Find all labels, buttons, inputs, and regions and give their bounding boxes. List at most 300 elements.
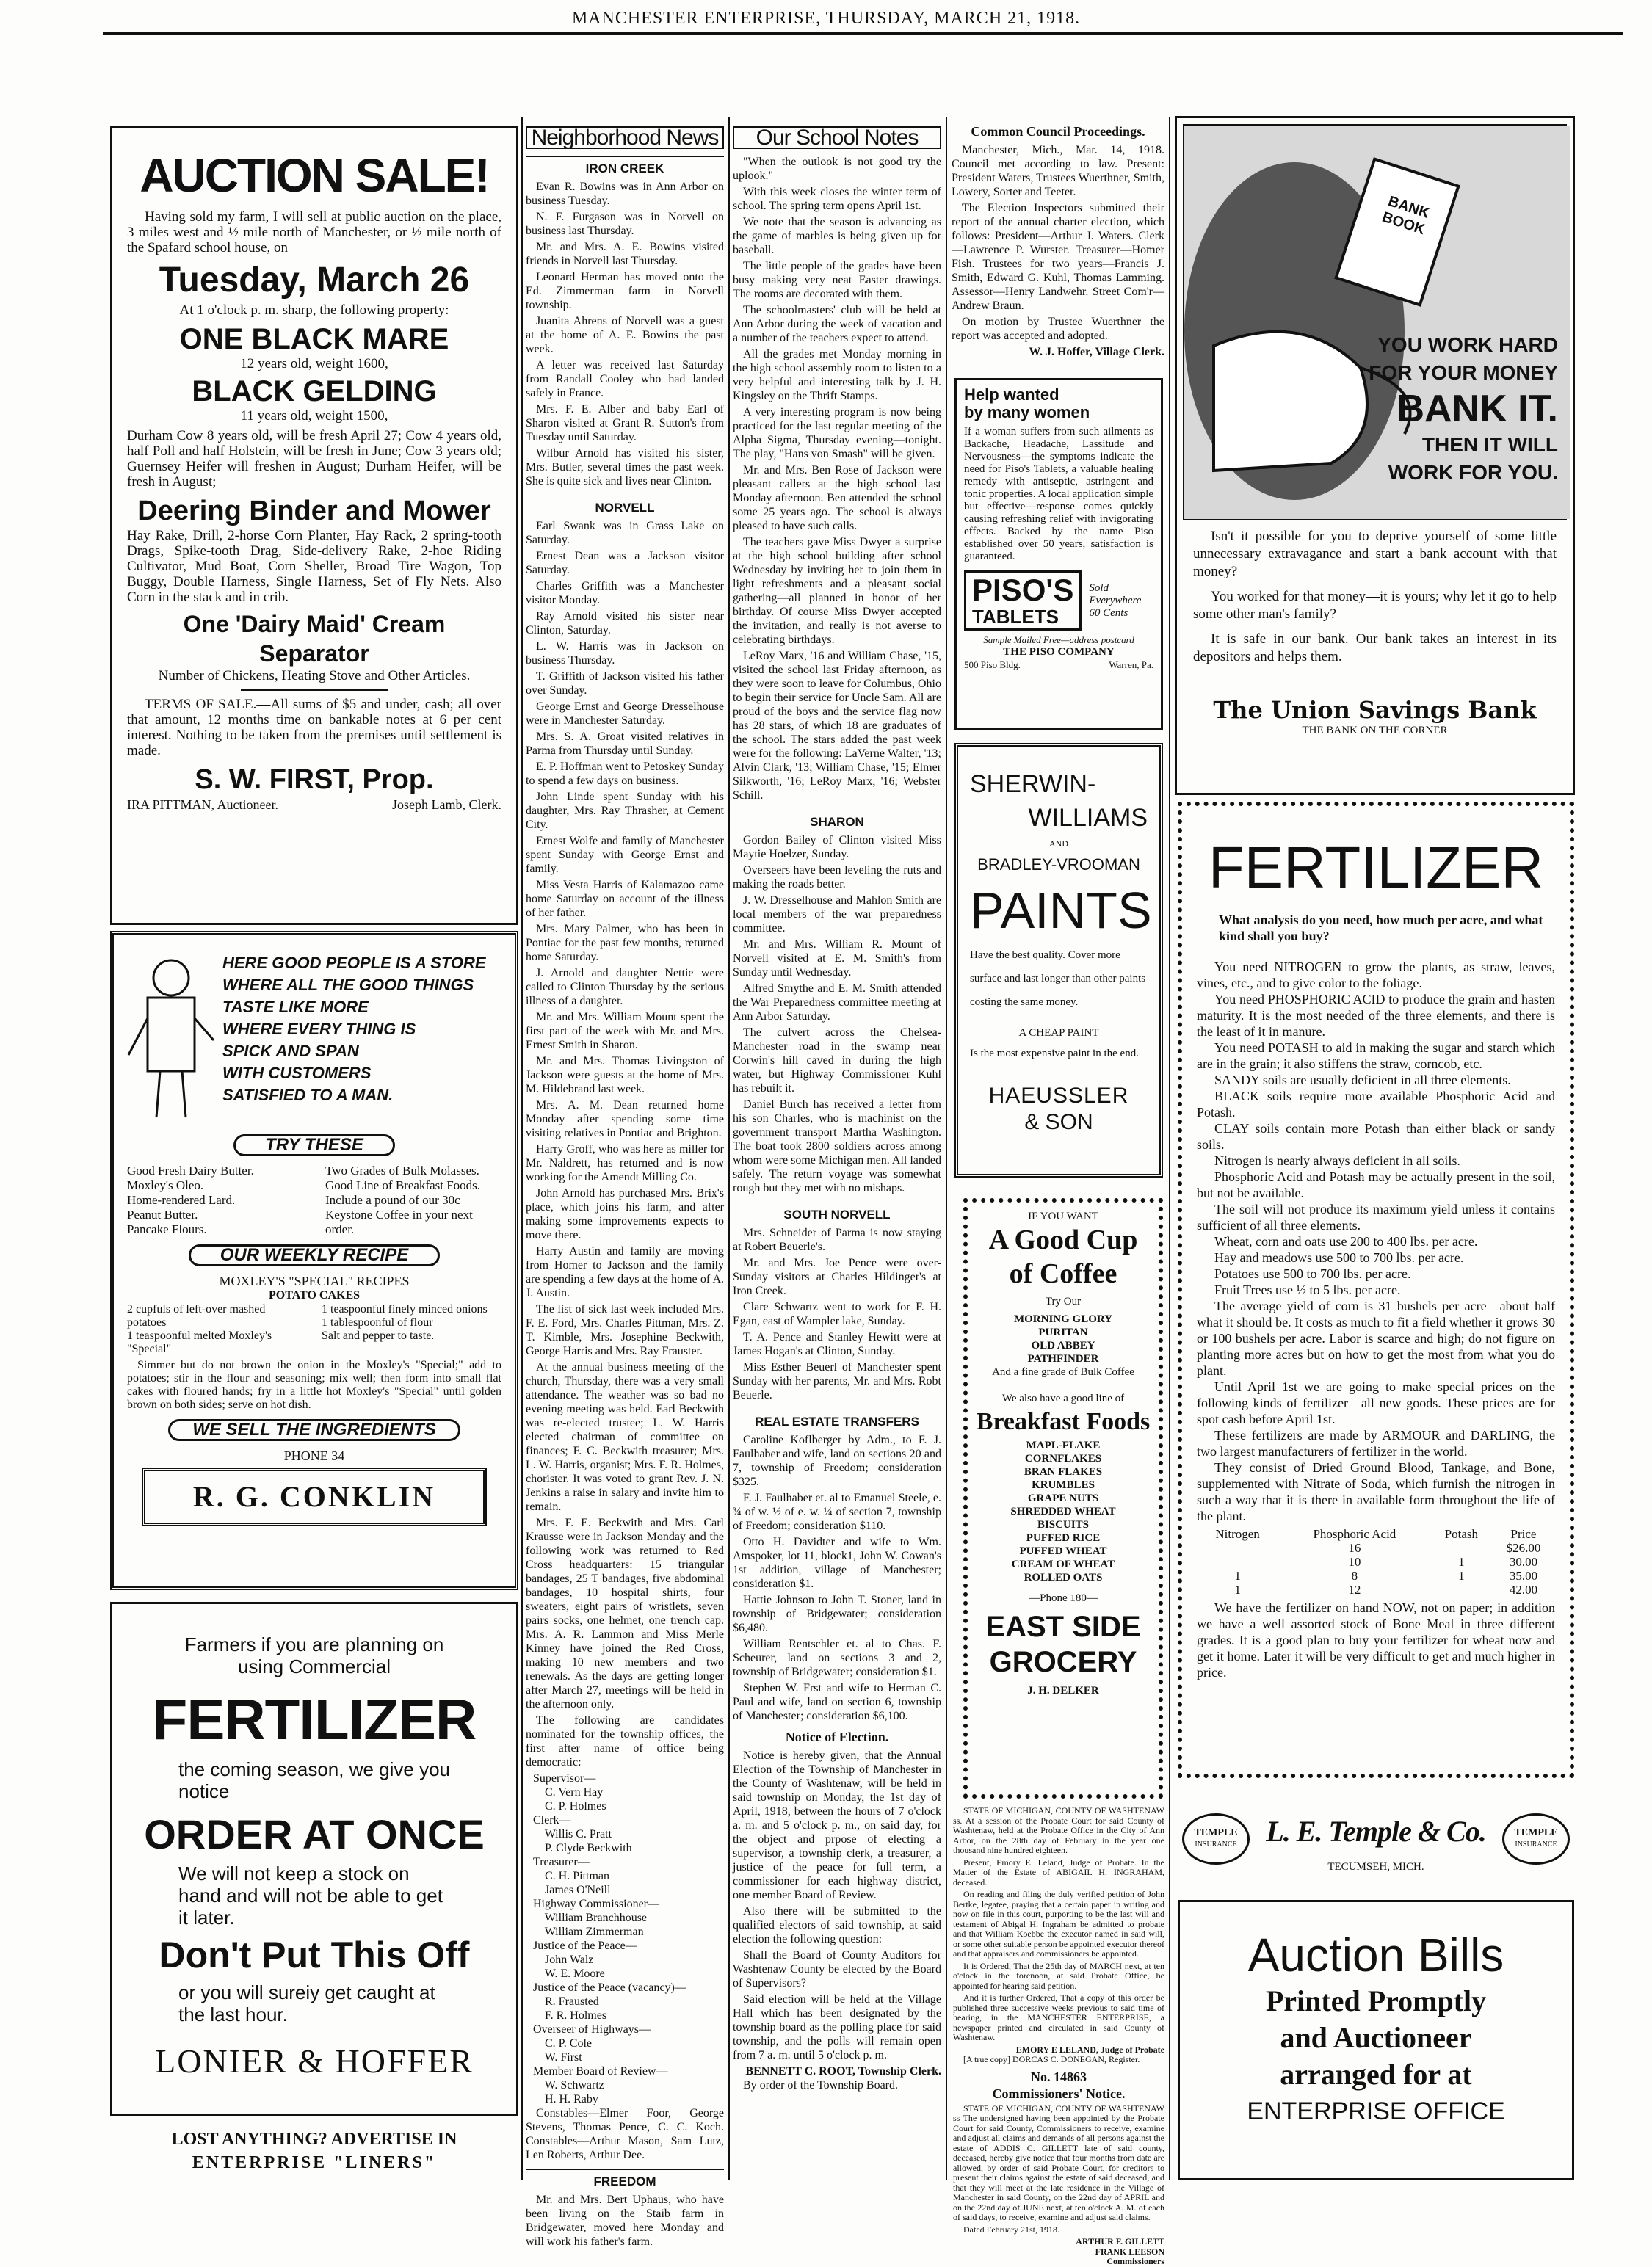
candidate-line: John Walz — [533, 1954, 594, 1966]
product-item: Two Grades of Bulk Molasses. — [325, 1164, 479, 1178]
fertilizer-paragraph: Nitrogen is nearly always deficient in all soils. — [1214, 1153, 1460, 1168]
news-item: The little people of the grades have been busy making very neat Easter drawings. The rooms are decorated with them. — [733, 260, 941, 300]
news-item: Mr. and Mrs. Bert Uphaus, who have been living on the Staib farm in Bridgewater, moved here Monday and will work his father's farm. — [526, 2194, 724, 2248]
table-cell: 16 — [1348, 1541, 1361, 1555]
verse-line: WITH CUSTOMERS — [222, 1064, 372, 1082]
breakfast-food: MAPL-FLAKE — [1026, 1440, 1101, 1451]
school-notes-heading: Our School Notes — [733, 126, 941, 149]
table-row — [1197, 1541, 1555, 1555]
auction-tools: Hay Rake, Drill, 2-horse Corn Planter, Hay Rack, 2 spring-tooth Drags, Spike-tooth Drag, Side-delivery Rake, 2-hoe Riding Cultivator, Mud Boat, Corn Sheller, Broad Tire Wagon, Top Buggy, Double Harness, Single Harness, Set of Fly Nets. Also Corn in the stack and in crib. — [127, 528, 501, 605]
ingredient: 1 teaspoonful melted Moxley's "Special" — [127, 1330, 272, 1355]
news-item: Mr. and Mrs. Joe Pence were over-Sunday visitors at Charles Hildinger's at Iron Creek. — [733, 1257, 941, 1297]
news-item: Mrs. S. A. Groat visited relatives in Parma from Thursday until Sunday. — [526, 730, 724, 757]
news-item: A very interesting program is now being practiced for the last regular meeting of the Alpha Sigma, Thursday evening—tonight. The play, "Hans von Smash" will be given. — [733, 406, 941, 460]
ingredient: 1 tablespoonful of flour — [322, 1316, 433, 1329]
candidate-line: F. R. Holmes — [533, 2009, 607, 2022]
ingredients-banner: WE SELL THE INGREDIENTS — [168, 1419, 460, 1441]
news-item: John Arnold has purchased Mrs. Brix's place, which joins his farm, and after making some improvements expects to move there. — [526, 1187, 724, 1241]
temple-city: TECUMSEH, MICH. — [1327, 1861, 1424, 1873]
news-item: Hattie Johnson to John T. Stoner, land in township of Bridgewater; consideration $6,480. — [733, 1594, 941, 1634]
temple-insurance-ad — [1178, 1791, 1574, 1894]
lonier-intro: Farmers if you are planning on using Commercial — [184, 1633, 444, 1677]
news-item: The list of sick last week included Mrs. F. E. Ford, Mrs. Charles Pittman, Mrs. Z. T. Kimble, Mrs. Josephine Beckwith, George Harris and Mrs. Ray Frauster. — [526, 1303, 724, 1357]
conklin-phone: PHONE 34 — [283, 1448, 345, 1463]
slogan-2: FOR YOUR MONEY — [1369, 361, 1558, 384]
coffee-if-you-want: IF YOU WANT — [1028, 1211, 1098, 1222]
recipe-subtitle: MOXLEY'S "SPECIAL" RECIPES — [219, 1274, 410, 1288]
piso-price: Sold Everywhere 60 Cents — [1089, 581, 1142, 619]
paint-dealer: HAEUSSLER — [988, 1084, 1129, 1108]
news-item: The culvert across the Chelsea-Manchester road in the swamp near Corwin's hill caved in during the high water, but Highway Commissioner Kuhl has rebuilt it. — [733, 1026, 941, 1095]
section-heading: NORVELL — [526, 496, 724, 515]
table-cell: $26.00 — [1506, 1541, 1541, 1555]
piso-city: Warren, Pa. — [1109, 659, 1153, 670]
table-cell: 8 — [1351, 1569, 1358, 1583]
slogan-4: THEN IT WILL — [1421, 433, 1558, 456]
table-cell: 1 — [1458, 1569, 1465, 1583]
news-item: Ray Arnold visited his sister near Clinton, Saturday. — [526, 610, 724, 636]
column-rule — [521, 117, 523, 2180]
news-item: And it is further Ordered, That a copy of this order be published three successive weeks previous to said time of hearing, in the MANCHESTER ENTERPRISE, a newspaper printed and circulated in said County of Washtenaw. — [953, 1992, 1164, 2042]
bills-line5: ENTERPRISE OFFICE — [1247, 2097, 1505, 2125]
news-item: Present, Emory E. Leland, Judge of Probate. In the Matter of the Estate of ABIGAIL H. INGRAHAM, deceased. — [953, 1857, 1164, 1887]
lost-line2: ENTERPRISE "LINERS" — [192, 2153, 437, 2172]
table-cell: 30.00 — [1509, 1555, 1538, 1569]
legal-notices — [953, 1805, 1164, 2266]
news-item: Shall the Board of County Auditors for Washtenaw County be elected by the Board of Supervisors? — [733, 1949, 941, 1989]
lost-line1: LOST ANYTHING? ADVERTISE IN — [171, 2130, 457, 2149]
news-item: Ernest Wolfe and family of Manchester spent Sunday with George Ernst and family. — [526, 835, 724, 875]
store-verse — [222, 945, 486, 1128]
news-item: LeRoy Marx, '16 and William Chase, '15, visited the school last Friday afternoon, as they were soon to leave for Columbus, Ohio to begin their service for Uncle Sam. All are proud of the boys and the service flag now has 28 stars, of which 18 are graduates of the school. The stars added the past week were for the following: LaVerne Walter, '13; Alvin Clark, '13; William Chase, '15; Elmer Silkworth, '16; LeRoy Marx, '16; Webster Schill. — [733, 650, 941, 802]
piso-headline: Help wanted — [964, 385, 1059, 404]
news-item: Constables—Elmer Foor, George Stevens, Thomas Pence, C. C. Koch. Constables—Arthur Mason, Sam Lutz, Len Roberts, Arthur Dee. — [526, 2107, 724, 2161]
coffee-brand: PURITAN — [1038, 1327, 1088, 1338]
news-item: At the annual business meeting of the church, Thursday, there was a very small attendance. The weather was so bad no evening meeting was held. Earl Beckwith was re-elected trustee; L. W. Harris elected chairman of committee on finances; F. C. Beckwith treasurer; Mrs. L. W. Harris, organist; Mrs. F. R. Holmes, chorister. It was voted to grant Rev. J. N. Jenkins a raise in salary and invite him to remain. — [526, 1361, 724, 1513]
signature: FRANK LEESON — [1095, 2246, 1164, 2257]
grocery-owner: J. H. DELKER — [1027, 1685, 1099, 1697]
piso-address: 500 Piso Bldg. — [964, 659, 1021, 670]
breakfast-food: ROLLED OATS — [1024, 1572, 1103, 1584]
news-item: Manchester, Mich., Mar. 14, 1918. Council met according to law. Present: President Waters, Trustees Wuerthner, Smith, Lowery, Sorter and Teeter. — [952, 144, 1164, 198]
breakfast-food: BISCUITS — [1037, 1519, 1090, 1531]
paint-cheap: A CHEAP PAINT — [1018, 1027, 1099, 1039]
lonier-dont-put-off: Don't Put This Off — [159, 1934, 470, 1976]
breakfast-food: BRAN FLAKES — [1024, 1466, 1103, 1478]
fertilizer-paragraph: The soil will not produce its maximum yield unless it contains sufficient of all three elements. — [1197, 1202, 1555, 1233]
news-item: E. P. Hoffman went to Petoskey Sunday to spend a few days on business. — [526, 761, 724, 787]
news-item: Mrs. F. E. Beckwith and Mrs. Carl Krausse were in Jackson Monday and the following work was returned to Red Cross headquarters: 15 triangular bandages, 25 T bandages, five abdominal bandages, 10 hospital shirts, four sweaters, eight pairs of wristlets, seven pairs socks, one helmet, one trench cap. Mrs. A. R. Lammon and Miss Merle Kinney have joined the Red Cross, making 10 new members and two renewals. As the days are getting longer after March 27, meetings will be held in the afternoon only. — [526, 1517, 724, 1711]
weekly-recipe-banner: OUR WEEKLY RECIPE — [189, 1244, 440, 1266]
breakfast-food: CREAM OF WHEAT — [1011, 1559, 1115, 1570]
table-header: Phosphoric Acid — [1313, 1527, 1396, 1541]
news-item: F. J. Faulhaber et. al to Emanuel Steele, e. ¾ of w. ½ of e. w. ¼ of section 7, township of Freedom; consideration $110. — [733, 1492, 941, 1532]
signature: ARTHUR F. GILLETT — [1076, 2236, 1164, 2246]
product-list-right — [325, 1164, 501, 1237]
bills-title: Auction Bills — [1247, 1929, 1504, 1981]
fertilizer-ad — [1178, 802, 1574, 1778]
table-cell: 42.00 — [1509, 1583, 1538, 1597]
temple-seal-left — [1182, 1813, 1250, 1865]
ingredient: Salt and pepper to taste. — [322, 1330, 435, 1342]
column-rule — [946, 117, 947, 2180]
candidate-line: Overseer of Highways— — [533, 2023, 651, 2036]
temple-name: L. E. Temple & Co. — [1266, 1815, 1486, 1848]
table-cell — [1197, 1541, 1278, 1555]
piso-subheadline: by many women — [964, 403, 1090, 421]
auction-proprietor: S. W. FIRST, Prop. — [195, 764, 434, 795]
fertilizer-paragraph: You need NITROGEN to grow the plants, as straw, leaves, vines, etc., and to give color to the foliage. — [1197, 960, 1555, 990]
piso-body: If a woman suffers from such ailments as Backache, Headache, Lassitude and Nervousness—the symptoms indicate the need for Piso's Tablets, a valuable healing remedy with antiseptic, astringent and tonic properties. A local application simple but effective—response comes quickly causing refreshing relief with invigorating effects. Backed by the name Piso established over 50 years, satisfaction is guaranteed. — [964, 426, 1153, 562]
grocery-name: EAST SIDE — [985, 1611, 1141, 1643]
fertilizer-paragraph: They consist of Dried Ground Blood, Tankage, and Bone, supplemented with Nitrate of Soda, which furnish the nitrogen in such a way that it is there in available form throughout the life of the plant. — [1197, 1460, 1555, 1523]
lonier-notice: the coming season, we give you notice — [178, 1758, 450, 1802]
news-item: Charles Griffith was a Manchester visitor Monday. — [526, 580, 724, 606]
news-item: Otto H. Davidter and wife to Wm. Amspoker, lot 11, block1, John W. Cowan's 1st addition, village of Manchester; consideration $1. — [733, 1536, 941, 1590]
breakfast-food: KRUMBLES — [1032, 1479, 1095, 1491]
school-notes-column — [733, 126, 941, 2182]
bank-slogan — [1369, 331, 1558, 487]
news-item: STATE OF MICHIGAN, COUNTY OF WASHTENAW ss. At a session of the Probate Court for said County of Washtenaw, held at the Probate Office in the City of Ann Arbor, on the 28th day of February in the year one thousand nine hundred eighteen. — [953, 1805, 1164, 1855]
seal-text: TEMPLE — [1194, 1827, 1238, 1838]
news-item: We note that the season is advancing as the game of marbles is being given up for baseball. — [733, 216, 941, 256]
paint-brand1: SHERWIN- — [970, 770, 1096, 798]
news-item: L. W. Harris was in Jackson on business Thursday. — [526, 640, 724, 667]
auction-cows: Durham Cow 8 years old, will be fresh April 27; Cow 4 years old, half Poll and half Holstein, will be fresh in June; Cow 3 years old; Guernsey Heifer will freshen in August; Durham Heifer, will be fresh in August; — [127, 428, 501, 490]
grocer-illustration-icon — [127, 945, 215, 1121]
news-item: Mr. and Mrs. A. E. Bowins visited friends in Norvell last Thursday. — [526, 241, 724, 267]
news-item: Overseers have been leveling the ruts and making the roads better. — [733, 864, 941, 891]
fertilizer-paragraph: CLAY soils contain more Potash than either black or sandy soils. — [1197, 1121, 1555, 1152]
news-item: Clare Schwartz went to work for F. H. Egan, east of Wampler lake, Sunday. — [733, 1301, 941, 1327]
auction-bills-ad — [1178, 1900, 1574, 2180]
news-item: John Linde spent Sunday with his daughter, Mrs. Ray Thrasher, at Cement City. — [526, 791, 724, 831]
table-cell: 12 — [1348, 1583, 1361, 1597]
fertilizer-price-table — [1197, 1527, 1555, 1597]
bank-para-1: Isn't it possible for you to deprive yourself of some little unnecessary extravagance and start a bank account with that money? — [1193, 529, 1557, 579]
news-item: Miss Vesta Harris of Kalamazoo came home Saturday on account of the illness of her father. — [526, 879, 724, 919]
bank-para-3: It is safe in our bank. Our bank takes an interest in its depositors and helps them. — [1193, 631, 1557, 664]
temple-seal-right — [1502, 1813, 1570, 1865]
news-item: The Election Inspectors submitted their report of the annual charter election, which follows: President—Arthur J. Waters. Clerk—Lawrence P. Wurster. Treasurer—Homer Fish. Trustees for two years—Francis J. Smith, Edward G. Kuhl, Thomas Lamming. Assessor—Henry Landwehr. Street Com'r—Andrew Braun. — [952, 202, 1164, 312]
section-heading: IRON CREEK — [526, 156, 724, 175]
candidate-line: James O'Neill — [533, 1884, 611, 1896]
breakfast-food: PUFFED RICE — [1026, 1532, 1101, 1544]
fertilizer-question: What analysis do you need, how much per acre, and what kind shall you buy? — [1219, 913, 1543, 943]
verse-line: WHERE ALL THE GOOD THINGS — [222, 976, 474, 994]
clerk: Joseph Lamb, Clerk. — [392, 797, 501, 812]
fertilizer-paragraph: Wheat, corn and oats use 200 to 400 lbs. per acre. — [1214, 1234, 1478, 1249]
bank-tagline: THE BANK ON THE CORNER — [1302, 725, 1448, 736]
fertilizer-paragraph: These fertilizers are made by ARMOUR and DARLING, the two largest manufacturers of fertilizer in the world. — [1197, 1428, 1555, 1459]
news-item: Miss Esther Beuerl of Manchester spent Sunday with her parents, Mr. and Mrs. Robt Beuerle. — [733, 1361, 941, 1401]
council-proceedings — [952, 117, 1164, 371]
lonier-order-at-once: ORDER AT ONCE — [144, 1811, 485, 1857]
fertilizer-paragraph: BLACK soils require more available Phosphoric Acid and Potash. — [1197, 1089, 1555, 1120]
signature: Commissioners — [1106, 2256, 1164, 2266]
auction-terms: TERMS OF SALE.—All sums of $5 and under, cash; all over that amount, 12 months time on bankable notes at 6 per cent interest. Nothing to be taken from the premises until settlement is made. — [127, 697, 501, 758]
news-item: Mr. and Mrs. Ben Rose of Jackson were pleasant callers at the high school last Monday afternoon. Ben attended the school some 25 years ago. The school is always pleased to have such calls. — [733, 464, 941, 532]
coffee-also: We also have a good line of — [1001, 1393, 1125, 1404]
news-item: It is Ordered, That the 25th day of MARCH next, at ten o'clock in the forenoon, at said Probate Office, be appointed for hearing said petition. — [953, 1960, 1164, 1991]
paint-cheap-text: Is the most expensive paint in the end. — [970, 1048, 1139, 1059]
paint-and: AND — [1049, 838, 1068, 849]
candidate-line: Willis C. Pratt — [533, 1828, 612, 1840]
news-item: [A true copy] DORCAS C. DONEGAN, Register. — [963, 2054, 1140, 2064]
auction-item-mare: ONE BLACK MARE — [179, 323, 449, 355]
table-row — [1197, 1583, 1555, 1597]
candidate-line: R. Frausted — [533, 1995, 599, 2008]
notice-heading: Notice of Election. — [785, 1730, 889, 1744]
fertilizer-paragraph: SANDY soils are usually deficient in all three elements. — [1214, 1073, 1511, 1087]
lonier-hoffer-name: LONIER & HOFFER — [155, 2042, 474, 2080]
news-item: N. F. Furgason was in Norvell on business last Thursday. — [526, 211, 724, 237]
table-cell: 1 — [1234, 1583, 1241, 1597]
news-item: Also there will be submitted to the qualified electors of said township, at said election the following question: — [733, 1905, 941, 1945]
news-item: Evan R. Bowins was in Ann Arbor on business Tuesday. — [526, 181, 724, 207]
notice-heading: No. 14863 — [1031, 2069, 1087, 2084]
ingredients-left — [127, 1303, 307, 1356]
news-item: Caroline Koflberger by Adm., to F. J. Faulhaber and wife, land on sections 20 and 7, township of Freedom; consideration $325. — [733, 1434, 941, 1488]
ingredient: 2 cupfuls of left-over mashed potatoes — [127, 1303, 266, 1329]
fertilizer-paragraph: You need PHOSPHORIC ACID to produce the grain and hasten maturity. It is the most needed of the three elements, and there is the least of it in manure. — [1197, 992, 1555, 1039]
news-item: Earl Swank was in Grass Lake on Saturday. — [526, 520, 724, 546]
slogan-3: BANK IT. — [1396, 388, 1558, 430]
news-item: Wilbur Arnold has visited his sister, Mrs. Butler, several times the past week. She is quite sick and lives near Clinton. — [526, 447, 724, 487]
bank-book-label: BANK BOOK — [1380, 193, 1432, 239]
section-heading: SHARON — [733, 810, 941, 829]
news-item: Juanita Ahrens of Norvell was a guest at the home of A. E. Bowins the past week. — [526, 315, 724, 355]
table-cell: 10 — [1348, 1555, 1361, 1569]
auction-binder: Deering Binder and Mower — [137, 496, 491, 526]
recipe-method: Simmer but do not brown the onion in the Moxley's "Special;" add to potatoes; stir in the flour and seasoning; mix well; then form into small flat cakes with floured hands; fry in a little hot Moxley's "Special" until golden brown on both sides; serve on hot dish. — [127, 1359, 501, 1411]
auction-sale-ad — [110, 126, 518, 925]
auction-time: At 1 o'clock p. m. sharp, the following property: — [179, 302, 449, 318]
fertilizer-paragraph: Phosphoric Acid and Potash may be actually present in the soil, but not be available. — [1197, 1169, 1555, 1200]
paint-dealer-2: & SON — [1024, 1110, 1093, 1134]
table-cell — [1431, 1541, 1492, 1555]
auction-misc: Number of Chickens, Heating Stove and Other Articles. — [158, 668, 471, 683]
product-list-left — [127, 1164, 303, 1237]
news-item: Mrs. Mary Palmer, who has been in Pontiac for the past few months, returned home Saturday. — [526, 923, 724, 963]
breakfast-food: SHREDDED WHEAT — [1010, 1506, 1116, 1517]
bank-para-2: You worked for that money—it is yours; why let it go to help some other man's family? — [1193, 589, 1557, 622]
coffee-title-2: of Coffee — [1009, 1258, 1117, 1289]
paint-title: PAINTS — [970, 882, 1152, 939]
candidate-line: Member Board of Review— — [533, 2065, 668, 2078]
product-item: Peanut Butter. — [127, 1208, 198, 1222]
lonier-caught: or you will sureiy get caught at the last hour. — [178, 1981, 435, 2025]
candidate-line: C. Vern Hay — [533, 1786, 604, 1799]
conklin-grocery-ad — [110, 931, 518, 1590]
recipe-title: POTATO CAKES — [268, 1289, 361, 1302]
bills-line3: and Auctioneer — [1280, 2021, 1472, 2054]
paint-ad — [954, 743, 1163, 1178]
news-item: Daniel Burch has received a letter from his son Charles, who is machinist on the government transport Martha Washington. The boat took 2800 soldiers across among whom were some Michigan men. All landed safely. The return voyage was somewhat rough but they met with no mishaps. — [733, 1098, 941, 1194]
candidate-line: C. H. Pittman — [533, 1870, 610, 1882]
table-cell: 1 — [1458, 1555, 1465, 1569]
news-item: Gordon Bailey of Clinton visited Miss Maytie Hoelzer, Sunday. — [733, 834, 941, 860]
news-item: Dated February 21st, 1918. — [963, 2224, 1059, 2235]
breakfast-foods-title: Breakfast Foods — [976, 1408, 1151, 1435]
column-rule — [1169, 117, 1170, 2180]
table-cell — [1431, 1583, 1492, 1597]
news-item: Mrs. Schneider of Parma is now staying at Robert Beuerle's. — [733, 1227, 941, 1253]
news-item: T. A. Pence and Stanley Hewitt were at James Hogan's at Clinton, Sunday. — [733, 1331, 941, 1357]
candidate-line: W. E. Moore — [533, 1967, 605, 1980]
candidate-line: W. First — [533, 2051, 582, 2064]
coffee-brand: MORNING GLORY — [1013, 1313, 1113, 1325]
neighborhood-news-heading: Neighborhood News — [526, 126, 724, 149]
auction-footer — [127, 797, 501, 813]
news-item: On reading and filing the duly verified petition of John Bertke, legatee, praying that a certain paper in writing and now on file in this court, purporting to be the last will and testament of Abigal H. Ingraham be admitted to probate and that William Koebbe the executor named in said will, or some other suitable person be appointed executor thereof and that appraisers and commissioners be appointed. — [953, 1889, 1164, 1959]
conklin-name: R. G. CONKLIN — [142, 1468, 487, 1526]
seal-subtext: INSURANCE — [1515, 1840, 1557, 1849]
auction-item-gelding: BLACK GELDING — [192, 375, 437, 407]
table-header: Potash — [1444, 1527, 1478, 1541]
candidate-line: H. H. Raby — [533, 2093, 598, 2105]
news-item: All the grades met Monday morning in the high school assembly room to listen to a very helpful and interesting talk by J. H. Kingsley on the Thrift Stamps. — [733, 348, 941, 402]
auctioneer: IRA PITTMAN, Auctioneer. — [127, 797, 278, 812]
piso-brand: PISO'S — [972, 573, 1074, 607]
candidate-line: Supervisor— — [533, 1772, 596, 1785]
news-item: William Rentschler et. al to Chas. F. Scheurer, land on sections 3 and 2, township of Bridgewater; consideration $1. — [733, 1638, 941, 1678]
news-item: STATE OF MICHIGAN, COUNTY OF WASHTENAW ss The undersigned having been appointed by the Probate Court for said County, Commissioners to receive, examine and adjust all claims and demands of all persons against the estate of ADDIS C. GILLETT late of said county, deceased, hereby give notice that four months from date are allowed, by order of said Probate Court, for creditors to present their claims against the estate of said deceased, and that they will meet at the late residence in the Village of Manchester in said County, on the 22nd day of APRIL and on the 22nd day of JUNE next, at ten o'clock A. M. of each of said days, to receive, examine and adjust said claims. — [953, 2103, 1164, 2222]
breakfast-foods-list — [975, 1439, 1151, 1584]
news-item: Mrs. F. E. Alber and baby Earl of Sharon visited at Grant R. Sutton's from Tuesday until Saturday. — [526, 403, 724, 443]
paint-brand1b: WILLIAMS — [1028, 804, 1148, 832]
news-item: Harry Groff, who was here as miller for Mr. Naldrett, has returned and is now working for the Amendt Milling Co. — [526, 1143, 724, 1183]
masthead-rule — [103, 32, 1623, 35]
section-heading: REAL ESTATE TRANSFERS — [733, 1410, 941, 1429]
lost-anything-ad — [110, 2128, 518, 2179]
table-cell: 35.00 — [1509, 1569, 1538, 1583]
product-item: Include a pound of our 30c Keystone Coffee in your next order. — [325, 1193, 473, 1236]
paint-body: Have the best quality. Cover more surface and last longer than other paints costing the same money. — [970, 949, 1146, 1008]
table-header: Nitrogen — [1215, 1527, 1260, 1541]
signature: W. J. Hoffer, Village Clerk. — [1029, 346, 1164, 358]
breakfast-food: CORNFLAKES — [1024, 1453, 1102, 1465]
news-item: Mr. and Mrs. William Mount spent the first part of the week with Mr. and Mrs. Ernest Smith in Sharon. — [526, 1011, 724, 1051]
news-item: Mrs. A. M. Dean returned home Monday after spending some time visiting relatives in Pontiac and Brighton. — [526, 1099, 724, 1139]
grocery-name-2: GROCERY — [989, 1646, 1137, 1678]
table-cell: 1 — [1234, 1569, 1241, 1583]
coffee-brand: PATHFINDER — [1027, 1353, 1099, 1365]
news-item: George Ernst and George Dresselhouse were in Manchester Saturday. — [526, 700, 724, 727]
auction-date: Tuesday, March 26 — [159, 261, 470, 300]
bank-illustration — [1183, 124, 1567, 520]
section-heading: FREEDOM — [526, 2169, 724, 2188]
candidate-line: C. P. Cole — [533, 2037, 593, 2050]
signature: EMORY E LELAND, Judge of Probate — [1015, 2044, 1164, 2055]
news-item: Notice is hereby given, that the Annual Election of the Township of Manchester in the County of Washtenaw, will be held in said township on Monday, the 1st day of April, 1918, between the hours of 7 o'clock a. m. and 5 o'clock p. m., on said day, for the object and prpose of electing a supervisor, a township clerk, a treasurer, a justice of the peace for full term, a commissioner for each highway district, one member Board of Review. — [733, 1749, 941, 1901]
news-item: Mr. and Mrs. William R. Mount of Norvell visited at E. M. Smith's from Sunday until Wednesday. — [733, 938, 941, 979]
lonier-stock-note: We will not keep a stock on hand and will not be able to get it later. — [178, 1862, 443, 1929]
coffee-try: Try Our — [1045, 1296, 1082, 1307]
candidate-line: Justice of the Peace (vacancy)— — [533, 1981, 686, 1994]
coffee-brand: OLD ABBEY — [1031, 1340, 1095, 1352]
fertilizer-paragraph: Potatoes use 500 to 700 lbs. per acre. — [1214, 1266, 1411, 1281]
coffee-ad — [963, 1198, 1163, 1799]
auction-intro: Having sold my farm, I will sell at public auction on the place, 3 miles west and ½ mile north of Manchester, or ½ mile north of the Spafard school house, on — [127, 209, 501, 255]
breakfast-food: PUFFED WHEAT — [1019, 1545, 1107, 1557]
news-item: Leonard Herman has moved onto the Ed. Zimmerman farm in Norvell township. — [526, 271, 724, 311]
auction-item-desc: 11 years old, weight 1500, — [240, 408, 388, 424]
breakfast-food: GRAPE NUTS — [1027, 1492, 1099, 1504]
product-item: Home-rendered Lard. — [127, 1193, 236, 1207]
candidate-line: Clerk— — [533, 1814, 571, 1827]
piso-sample: Sample Mailed Free—address postcard — [983, 634, 1134, 645]
fertilizer-body — [1197, 959, 1555, 1524]
ingredients-right — [322, 1303, 501, 1356]
news-item: The teachers gave Miss Dwyer a surprise at the high school building after school Wednesday by inviting her to join them in light refreshments and a pleasant social gathering—all planned in honor of her birthday. Of course Miss Dwyer accepted the invitation, and really is not averse to celebrating birthdays. — [733, 536, 941, 646]
coffee-title: A Good Cup — [988, 1225, 1138, 1255]
section-heading: SOUTH NORVELL — [733, 1203, 941, 1222]
auction-separator: One 'Dairy Maid' Cream Separator — [183, 611, 446, 667]
fertilizer-paragraph: Fruit Trees use ½ to 5 lbs. per acre. — [1214, 1283, 1401, 1297]
candidate-line: William Zimmerman — [533, 1926, 644, 1938]
fertilizer-closing: We have the fertilizer on hand NOW, not on paper; in addition we have a well assorted stock of Bone Meal in three different grades. It is a good plan to buy your fertilizer for wheat now and get it home. Later it will be very difficult to get and much higher in price. — [1197, 1600, 1555, 1680]
verse-line: SATISFIED TO A MAN. — [222, 1086, 394, 1104]
neighborhood-news-column — [526, 126, 724, 2248]
seal-text: TEMPLE — [1514, 1827, 1558, 1838]
fertilizer-paragraph: Hay and meadows use 500 to 700 lbs. per acre. — [1214, 1250, 1464, 1265]
column-rule — [728, 117, 730, 2180]
candidate-line: W. Schwartz — [533, 2079, 604, 2092]
table-row — [1197, 1555, 1555, 1569]
news-item: On motion by Trustee Wuerthner the report was accepted and adopted. — [952, 316, 1164, 342]
verse-line: HERE GOOD PEOPLE IS A STORE — [222, 954, 486, 972]
piso-brand-sub: TABLETS — [972, 606, 1059, 628]
product-item: Moxley's Oleo. — [127, 1178, 204, 1192]
news-item: "When the outlook is not good try the uplook." — [733, 156, 941, 182]
candidate-line: Treasurer— — [533, 1856, 590, 1868]
verse-line: WHERE EVERY THING IS — [222, 1020, 416, 1038]
news-item: Said election will be held at the Village Hall which has been designated by the township board as the polling place for said township, and the polls will remain open from 7 a. m. until 5 o'clock p. m. — [733, 1993, 941, 2061]
news-item: The following are candidates nominated for the township offices, the first after name of office being democratic: — [526, 1714, 724, 1769]
notice-heading: Commissioners' Notice. — [992, 2086, 1126, 2101]
product-item: Good Line of Breakfast Foods. — [325, 1178, 481, 1192]
news-item: The schoolmasters' club will be held at Ann Arbor during the week of vacation and a number of the teachers expect to attend. — [733, 304, 941, 344]
candidate-line: P. Clyde Beckwith — [533, 1842, 632, 1854]
news-item: Alfred Smythe and E. M. Smith attended the War Preparedness committee meeting at Ann Arbor Saturday. — [733, 982, 941, 1023]
bank-name: The Union Savings Bank — [1213, 696, 1537, 724]
coffee-bulk: And a fine grade of Bulk Coffee — [992, 1366, 1134, 1378]
fertilizer-paragraph: The average yield of corn is 31 bushels per acre—about half what it should be. It costs as much to fit a field whether it grows 30 or 100 bushels per acre. Labor is scarce and high; do not figure on planting more acres but on how to get the most from what you do plant. — [1197, 1299, 1555, 1378]
lonier-fertilizer: FERTILIZER — [152, 1687, 477, 1752]
verse-line: SPICK AND SPAN — [222, 1042, 359, 1060]
try-these-banner: TRY THESE — [233, 1134, 395, 1156]
news-item: A letter was received last Saturday from Randall Cooley who had landed safely in France. — [526, 359, 724, 399]
candidate-line: C. P. Holmes — [533, 1800, 606, 1813]
table-cell — [1197, 1555, 1278, 1569]
piso-logo — [964, 570, 1082, 631]
ingredient: 1 teaspoonful finely minced onions — [322, 1303, 488, 1316]
candidate-line: Justice of the Peace— — [533, 1940, 637, 1952]
news-item: With this week closes the winter term of school. The spring term opens April 1st. — [733, 186, 941, 212]
news-item: Mr. and Mrs. Thomas Livingston of Jackson were guests at the home of Mrs. M. Hildebrand last week. — [526, 1055, 724, 1095]
table-row — [1197, 1569, 1555, 1583]
fertilizer-paragraph: You need POTASH to aid in making the sugar and starch which are in the grain; it also stiffens the straw, corncob, etc. — [1197, 1040, 1555, 1071]
paint-brand2: BRADLEY-VROOMAN — [977, 855, 1140, 874]
auction-item-desc: 12 years old, weight 1600, — [240, 356, 388, 371]
grocery-phone: —Phone 180— — [1029, 1592, 1098, 1604]
news-item: Harry Austin and family are moving from Homer to Jackson and the family are spending a few days at the home of A. J. Austin. — [526, 1245, 724, 1299]
bills-line2: Printed Promptly — [1265, 1984, 1487, 2017]
fertilizer-paragraph: Until April 1st we are going to make special prices on the following kinds of fertilizer—all new goods. These prices are for spot cash before April 1st. — [1197, 1379, 1555, 1426]
candidate-line: William Branchhouse — [533, 1912, 648, 1924]
notice-heading: Common Council Proceedings. — [971, 124, 1145, 139]
